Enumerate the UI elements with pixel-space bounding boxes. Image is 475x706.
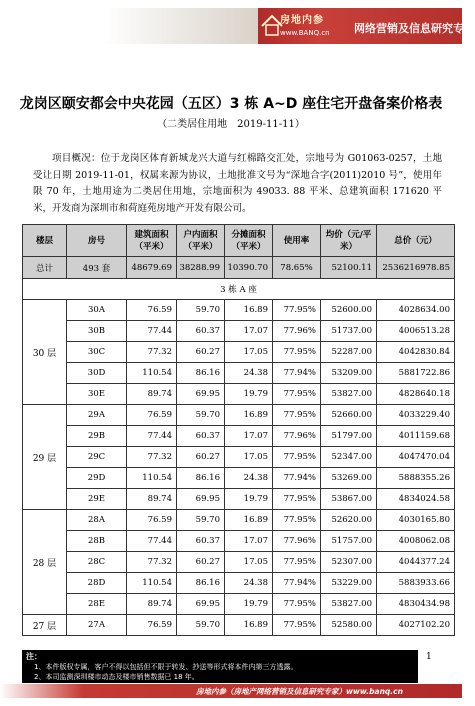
table-cell: 77.96%	[273, 321, 321, 342]
table-cell: 24.38	[225, 573, 273, 594]
table-cell: 89.74	[127, 384, 177, 405]
table-cell: 76.59	[127, 615, 177, 636]
room-cell: 28D	[67, 573, 127, 594]
table-cell: 76.59	[127, 300, 177, 321]
table-cell: 16.89	[225, 615, 273, 636]
table-cell: 60.37	[177, 321, 225, 342]
table-row	[23, 573, 455, 594]
table-cell: 19.79	[225, 384, 273, 405]
table-cell: 16.89	[225, 510, 273, 531]
table-row	[23, 342, 455, 363]
table-cell: 4011159.68	[377, 426, 455, 447]
room-cell: 29B	[67, 426, 127, 447]
table-cell: 53827.00	[321, 594, 377, 615]
table-cell: 17.05	[225, 447, 273, 468]
table-cell: 16.89	[225, 300, 273, 321]
table-row	[23, 594, 455, 615]
table-cell: 77.95%	[273, 384, 321, 405]
table-cell: 4028634.00	[377, 300, 455, 321]
table-cell: 53827.00	[321, 384, 377, 405]
table-row	[23, 531, 455, 552]
column-header: 建筑面积（平米）	[127, 225, 177, 257]
room-cell: 28C	[67, 552, 127, 573]
table-cell: 60.27	[177, 447, 225, 468]
room-cell: 30A	[67, 300, 127, 321]
table-cell: 52307.00	[321, 552, 377, 573]
room-cell: 27A	[67, 615, 127, 636]
room-cell: 30E	[67, 384, 127, 405]
table-cell: 4834024.58	[377, 489, 455, 510]
table-cell: 51757.00	[321, 531, 377, 552]
table-cell: 77.95%	[273, 447, 321, 468]
table-cell: 5883933.66	[377, 573, 455, 594]
table-cell: 59.70	[177, 510, 225, 531]
floor-cell: 29 层	[23, 405, 67, 510]
table-cell: 5888355.26	[377, 468, 455, 489]
table-row	[23, 468, 455, 489]
table-cell: 4830434.98	[377, 594, 455, 615]
table-cell: 17.05	[225, 552, 273, 573]
total-cell: 52100.11	[321, 257, 377, 279]
header-banner	[0, 6, 475, 46]
table-cell: 52287.00	[321, 342, 377, 363]
room-cell: 29C	[67, 447, 127, 468]
total-row	[23, 257, 455, 279]
notes-box	[22, 650, 418, 683]
table-row	[23, 489, 455, 510]
table-cell: 77.32	[127, 447, 177, 468]
table-cell: 51797.00	[321, 426, 377, 447]
footer-text: 房地内参（房地产网络营销及信息研究专家）www.banq.cn	[196, 687, 403, 696]
room-cell: 29D	[67, 468, 127, 489]
table-cell: 4006513.28	[377, 321, 455, 342]
table-cell: 24.38	[225, 363, 273, 384]
table-cell: 17.07	[225, 531, 273, 552]
table-cell: 4008062.08	[377, 531, 455, 552]
table-cell: 60.27	[177, 342, 225, 363]
table-row	[23, 405, 455, 426]
total-cell: 总计	[23, 257, 67, 279]
table-cell: 77.95%	[273, 489, 321, 510]
table-cell: 69.95	[177, 489, 225, 510]
table-row	[23, 363, 455, 384]
table-header-row	[23, 225, 455, 257]
total-cell: 38288.99	[177, 257, 225, 279]
room-cell: 29E	[67, 489, 127, 510]
table-cell: 53269.00	[321, 468, 377, 489]
note-line: 2、本司监测深圳楼市动态及楼市销售数据已 18 年。	[34, 673, 199, 681]
table-cell: 19.79	[225, 594, 273, 615]
table-cell: 52660.00	[321, 405, 377, 426]
table-cell: 59.70	[177, 300, 225, 321]
document-title: 龙岗区颐安都会中央花园（五区）3 栋 A~D 座住宅开盘备案价格表	[19, 96, 443, 112]
table-cell: 77.95%	[273, 342, 321, 363]
floor-cell: 28 层	[23, 510, 67, 615]
room-cell: 30D	[67, 363, 127, 384]
table-row	[23, 426, 455, 447]
column-header: 户内面积（平米）	[177, 225, 225, 257]
table-cell: 4027102.20	[377, 615, 455, 636]
table-cell: 110.54	[127, 573, 177, 594]
table-cell: 76.59	[127, 510, 177, 531]
table-cell: 77.96%	[273, 531, 321, 552]
room-cell: 30C	[67, 342, 127, 363]
column-header: 均价（元/平米）	[321, 225, 377, 257]
footer-bar	[0, 684, 462, 698]
column-header: 房号	[67, 225, 127, 257]
room-cell: 28A	[67, 510, 127, 531]
table-cell: 60.37	[177, 531, 225, 552]
table-cell: 4828640.18	[377, 384, 455, 405]
floor-cell: 27 层	[23, 615, 67, 636]
table-cell: 59.70	[177, 615, 225, 636]
total-cell: 493 套	[67, 257, 127, 279]
table-cell: 4047470.04	[377, 447, 455, 468]
table-cell: 4044377.24	[377, 552, 455, 573]
table-row	[23, 300, 455, 321]
table-row	[23, 447, 455, 468]
table-cell: 77.95%	[273, 405, 321, 426]
banner-right	[258, 8, 475, 44]
table-row	[23, 384, 455, 405]
logo-name: 房地内参	[280, 15, 324, 26]
section-label: 3 栋 A 座	[23, 279, 455, 300]
notes-heading: 注：	[26, 652, 42, 661]
table-cell: 59.70	[177, 405, 225, 426]
table-row	[23, 615, 455, 636]
table-cell: 77.95%	[273, 300, 321, 321]
table-row	[23, 321, 455, 342]
table-cell: 89.74	[127, 594, 177, 615]
table-cell: 77.94%	[273, 363, 321, 384]
table-cell: 76.59	[127, 405, 177, 426]
table-cell: 51737.00	[321, 321, 377, 342]
column-header: 使用率	[273, 225, 321, 257]
table-cell: 53209.00	[321, 363, 377, 384]
table-cell: 86.16	[177, 573, 225, 594]
total-cell: 2536216978.85	[377, 257, 455, 279]
note-line: 1、本件版权专属，客户不得以包括但不限于转发、抄送等形式将本件内第三方透露。	[34, 663, 298, 671]
total-cell: 78.65%	[273, 257, 321, 279]
table-cell: 77.44	[127, 426, 177, 447]
table-cell: 77.94%	[273, 468, 321, 489]
floor-cell: 30 层	[23, 300, 67, 405]
column-header: 分摊面积（平米）	[225, 225, 273, 257]
room-cell: 29A	[67, 405, 127, 426]
table-cell: 4033229.40	[377, 405, 455, 426]
table-cell: 17.07	[225, 426, 273, 447]
table-cell: 77.95%	[273, 552, 321, 573]
price-table	[22, 224, 455, 636]
table-cell: 77.32	[127, 552, 177, 573]
banner-title: 网络营销及信息研究专家	[354, 22, 475, 35]
table-cell: 4042830.84	[377, 342, 455, 363]
table-cell: 52600.00	[321, 300, 377, 321]
total-cell: 10390.70	[225, 257, 273, 279]
table-cell: 16.89	[225, 405, 273, 426]
table-cell: 52620.00	[321, 510, 377, 531]
section-row	[23, 279, 455, 300]
project-overview: 项目概况：位于龙岗区体育新城龙兴大道与红棉路交汇处，宗地号为 G01063-0257，土地受让日期 2019-11-01，权属来源为协议，土地批准文号为“深地合字(2011)2010 号”，使用年限 70 年，土地用途为二类居住用地，宗地面积为 49033. 88 平米、总建筑面积 171620 平米，开发商为深圳市和荷庭苑房地产开发有限公司。	[33, 153, 442, 214]
table-cell: 77.95%	[273, 615, 321, 636]
table-cell: 110.54	[127, 468, 177, 489]
table-cell: 4030165.80	[377, 510, 455, 531]
table-cell: 53229.00	[321, 573, 377, 594]
table-row	[23, 510, 455, 531]
table-cell: 77.44	[127, 531, 177, 552]
table-cell: 60.37	[177, 426, 225, 447]
table-cell: 52580.00	[321, 615, 377, 636]
table-cell: 86.16	[177, 363, 225, 384]
table-cell: 89.74	[127, 489, 177, 510]
table-cell: 24.38	[225, 468, 273, 489]
room-cell: 28E	[67, 594, 127, 615]
table-cell: 77.94%	[273, 573, 321, 594]
table-cell: 17.05	[225, 342, 273, 363]
table-cell: 69.95	[177, 384, 225, 405]
table-row	[23, 552, 455, 573]
logo-url: www.BANQ.cn	[280, 29, 330, 37]
room-cell: 28B	[67, 531, 127, 552]
document-subtitle: （二类居住用地 2019-11-11）	[157, 119, 305, 130]
table-cell: 5881722.86	[377, 363, 455, 384]
table-cell: 77.44	[127, 321, 177, 342]
table-cell: 53867.00	[321, 489, 377, 510]
column-header: 总价（元）	[377, 225, 455, 257]
table-cell: 52347.00	[321, 447, 377, 468]
table-cell: 19.79	[225, 489, 273, 510]
total-cell: 48679.69	[127, 257, 177, 279]
table-cell: 69.95	[177, 594, 225, 615]
table-cell: 77.96%	[273, 426, 321, 447]
table-cell: 60.27	[177, 552, 225, 573]
table-cell: 17.07	[225, 321, 273, 342]
table-cell: 77.32	[127, 342, 177, 363]
table-cell: 86.16	[177, 468, 225, 489]
room-cell: 30B	[67, 321, 127, 342]
table-cell: 77.95%	[273, 594, 321, 615]
table-cell: 77.95%	[273, 510, 321, 531]
banner-left-fade	[0, 8, 258, 44]
page-number: 1	[426, 652, 432, 662]
table-cell: 110.54	[127, 363, 177, 384]
column-header: 楼层	[23, 225, 67, 257]
